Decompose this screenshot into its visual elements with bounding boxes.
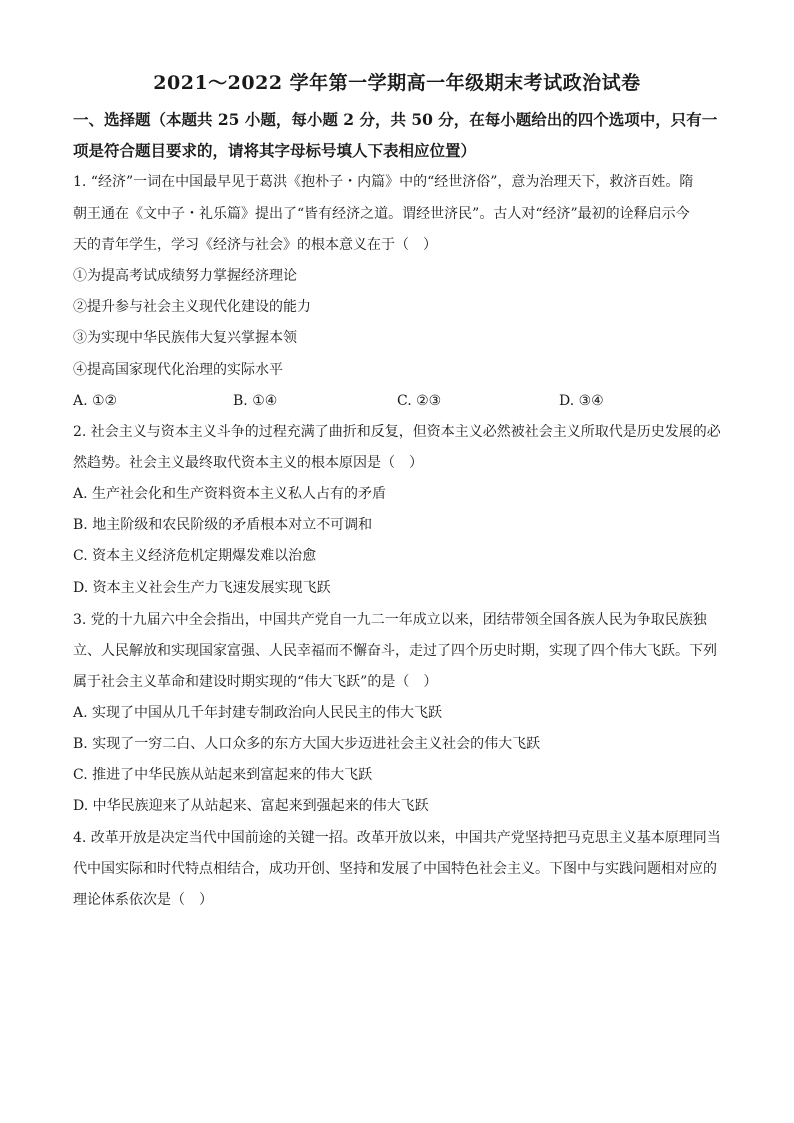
q3-option-d: D. 中华民族迎来了从站起来、富起来到强起来的伟大飞跃 [73,798,429,814]
q4-stem-line-3: 理论体系依次是（ ） [73,892,213,908]
q1-statement-3: ③为实现中华民族伟大复兴掌握本领 [73,330,297,346]
q1-option-b: B. ①④ [233,393,278,409]
exam-title: 2021～2022 学年第一学期高一年级期末考试政治试卷 [153,72,641,94]
q1-statement-1: ①为提高考试成绩努力掌握经济理论 [73,268,297,284]
q2-stem-line-1: 2. 社会主义与资本主义斗争的过程充满了曲折和反复，但资本主义必然被社会主义所取代是历史发展的必 [73,424,721,440]
q3-option-c: C. 推进了中华民族从站起来到富起来的伟大飞跃 [73,767,373,783]
q3-stem-line-3: 属于社会主义革命和建设时期实现的“伟大飞跃”的是（ ） [73,674,438,690]
q3-option-a: A. 实现了中国从几千年封建专制政治向人民民主的伟大飞跃 [73,705,443,721]
q1-stem-line-3: 天的青年学生，学习《经济与社会》的根本意义在于（ ） [73,237,437,253]
q1-statement-4: ④提高国家现代化治理的实际水平 [73,362,283,378]
q4-stem-line-1: 4. 改革开放是决定当代中国前途的关键一招。改革开放以来，中国共产党坚持把马克思主义基本原理同当 [73,830,721,846]
q1-option-c: C. ②③ [397,393,442,409]
q1-option-a: A. ①② [73,393,118,409]
q3-option-b: B. 实现了一穷二白、人口众多的东方大国大步迈进社会主义社会的伟大飞跃 [73,736,541,752]
q4-stem-line-2: 代中国实际和时代特点相结合，成功开创、坚持和发展了中国特色社会主义。下图中与实践问题相对应的 [73,861,717,877]
section-heading [73,104,723,166]
section-heading-line-2: 项是符合题目要求的，请将其字母标号填人下表相应位置） [73,141,477,160]
q1-stem-line-2: 朝王通在《文中子・礼乐篇》提出了“皆有经济之道。谓经世济民”。古人对“经济”最初的诠释启示今 [73,206,690,222]
q1-statement-2: ②提升参与社会主义现代化建设的能力 [73,299,311,315]
q2-option-a: A. 生产社会化和生产资料资本主义私人占有的矛盾 [73,486,387,502]
q1-stem-line-1: 1. “经济”一词在中国最早见于葛洪《抱朴子・内篇》中的“经世济俗”，意为治理天下，救济百姓。隋 [73,174,694,190]
q2-stem-line-2: 然趋势。社会主义最终取代资本主义的根本原因是（ ） [73,455,423,471]
q1-option-d: D. ③④ [559,393,604,409]
q3-stem-line-1: 3. 党的十九届六中全会指出，中国共产党自一九二一年成立以来，团结带领全国各族人民为争取民族独 [73,612,707,628]
q2-option-d: D. 资本主义社会生产力飞速发展实现飞跃 [73,580,331,596]
q3-stem-line-2: 立、人民解放和实现国家富强、人民幸福而不懈奋斗，走过了四个历史时期，实现了四个伟大飞跃。下列 [73,643,717,659]
q2-option-b: B. 地主阶级和农民阶级的矛盾根本对立不可调和 [73,517,373,533]
q2-option-c: C. 资本主义经济危机定期爆发难以治愈 [73,548,317,564]
section-heading-line-1: 一、选择题（本题共 25 小题，每小题 2 分，共 50 分，在每小题给出的四个选项中，只有一 [73,110,718,129]
